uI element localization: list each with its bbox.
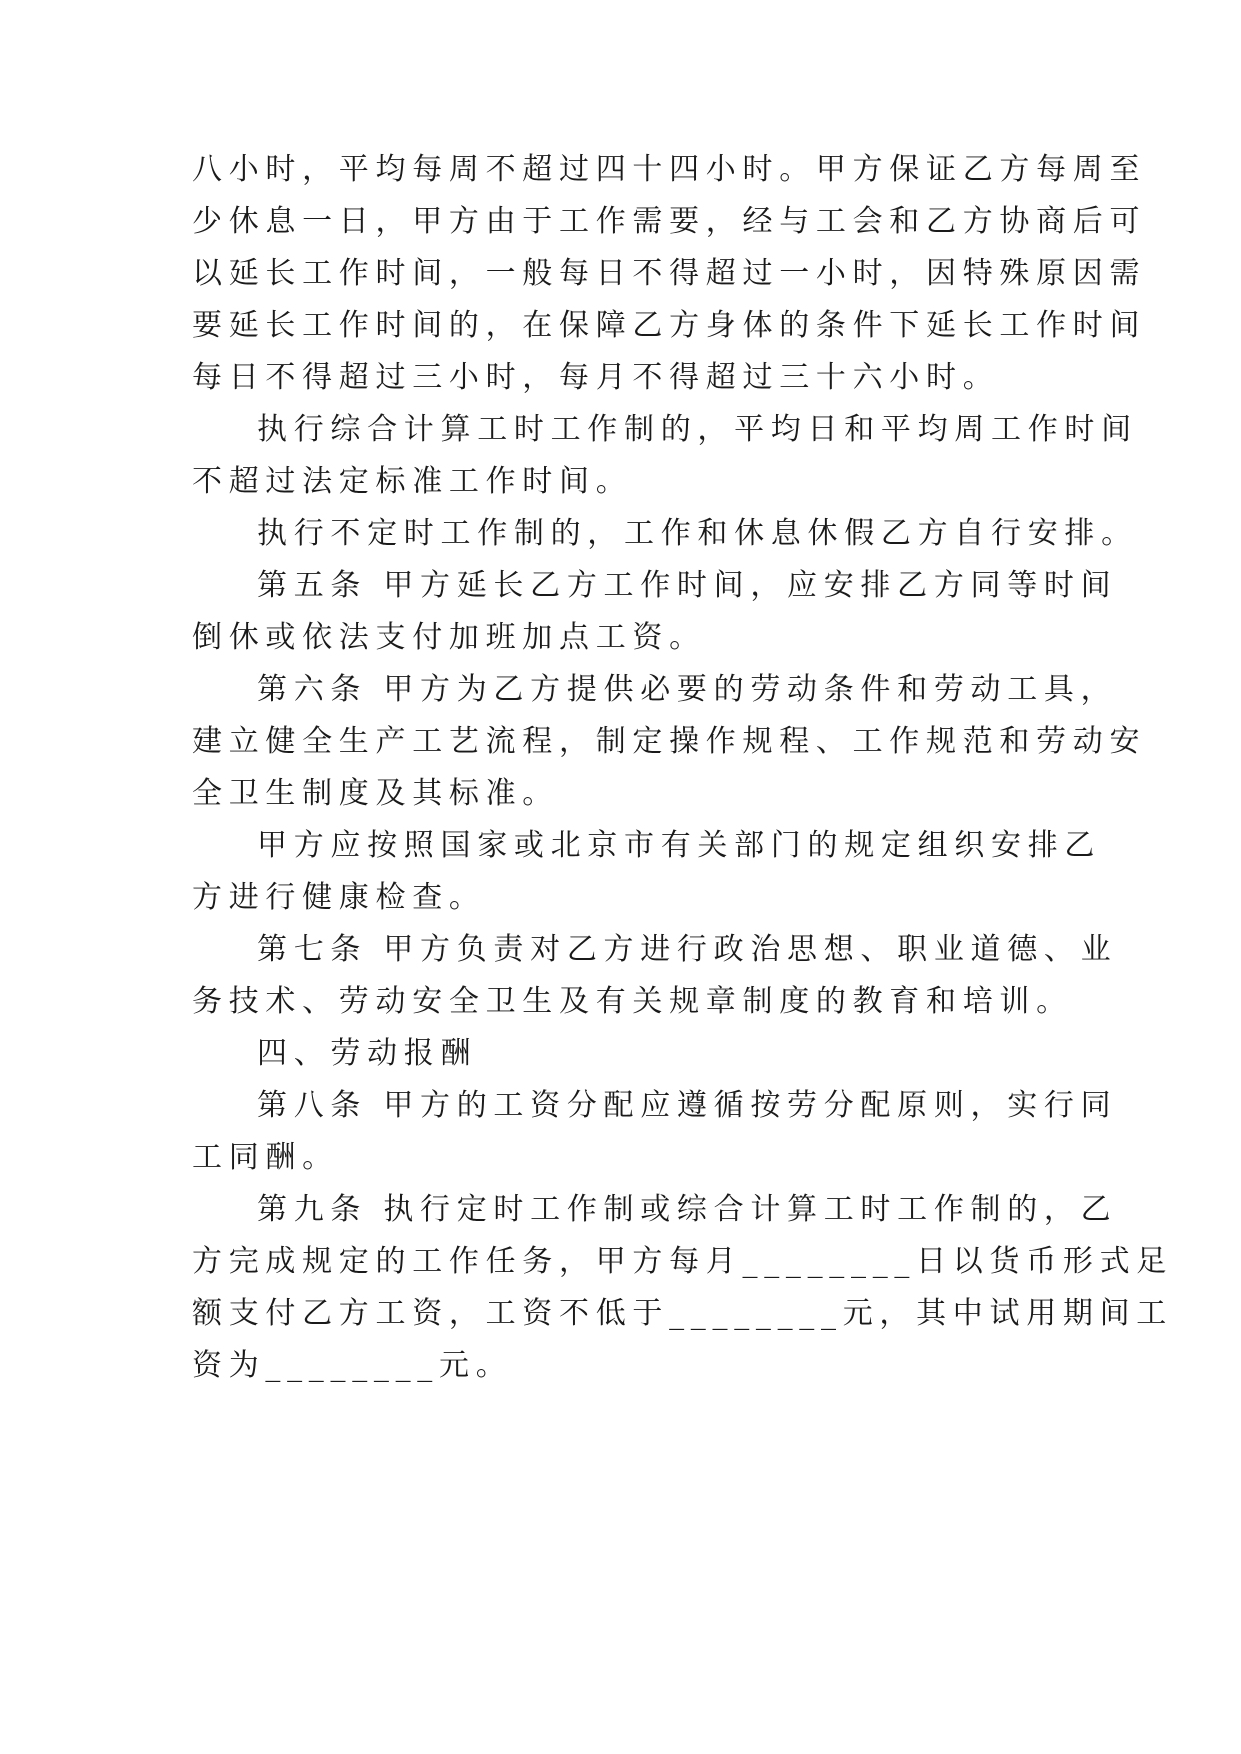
article-8-first-line: 第八条 甲方的工资分配应遵循按劳分配原则，实行同 bbox=[257, 1088, 1118, 1123]
paragraph-first-line: 执行综合计算工时工作制的，平均日和平均周工作时间 bbox=[257, 412, 1138, 447]
text-line: 要延长工作时间的，在保障乙方身体的条件下延长工作时间 bbox=[192, 308, 1147, 343]
text-line: 方进行健康检查。 bbox=[192, 880, 486, 915]
article-6-first-line: 第六条 甲方为乙方提供必要的劳动条件和劳动工具， bbox=[257, 672, 1118, 707]
paragraph-first-line: 执行不定时工作制的，工作和休息休假乙方自行安排。 bbox=[257, 516, 1138, 551]
article-7-first-line: 第七条 甲方负责对乙方进行政治思想、职业道德、业 bbox=[257, 932, 1118, 967]
text-line: 建立健全生产工艺流程，制定操作规程、工作规范和劳动安 bbox=[192, 724, 1147, 759]
article-9-first-line: 第九条 执行定时工作制或综合计算工时工作制的，乙 bbox=[257, 1192, 1118, 1227]
article-5-first-line: 第五条 甲方延长乙方工作时间，应安排乙方同等时间 bbox=[257, 568, 1118, 603]
text-line: 务技术、劳动安全卫生及有关规章制度的教育和培训。 bbox=[192, 984, 1073, 1019]
text-line: 额支付乙方工资，工资不低于________元，其中试用期间工 bbox=[192, 1296, 1173, 1331]
text-line: 每日不得超过三小时，每月不得超过三十六小时。 bbox=[192, 360, 1000, 395]
text-line: 倒休或依法支付加班加点工资。 bbox=[192, 620, 706, 655]
text-line: 方完成规定的工作任务，甲方每月________日以货币形式足 bbox=[192, 1244, 1173, 1279]
text-line: 全卫生制度及其标准。 bbox=[192, 776, 559, 811]
paragraph-first-line: 甲方应按照国家或北京市有关部门的规定组织安排乙 bbox=[257, 828, 1102, 863]
text-line: 少休息一日，甲方由于工作需要，经与工会和乙方协商后可 bbox=[192, 204, 1147, 239]
section-heading: 四、劳动报酬 bbox=[257, 1036, 478, 1071]
text-line: 资为________元。 bbox=[192, 1348, 513, 1383]
text-line: 不超过法定标准工作时间。 bbox=[192, 464, 633, 499]
text-line: 八小时，平均每周不超过四十四小时。甲方保证乙方每周至 bbox=[192, 152, 1147, 187]
text-line: 以延长工作时间，一般每日不得超过一小时，因特殊原因需 bbox=[192, 256, 1147, 291]
text-line: 工同酬。 bbox=[192, 1140, 339, 1175]
